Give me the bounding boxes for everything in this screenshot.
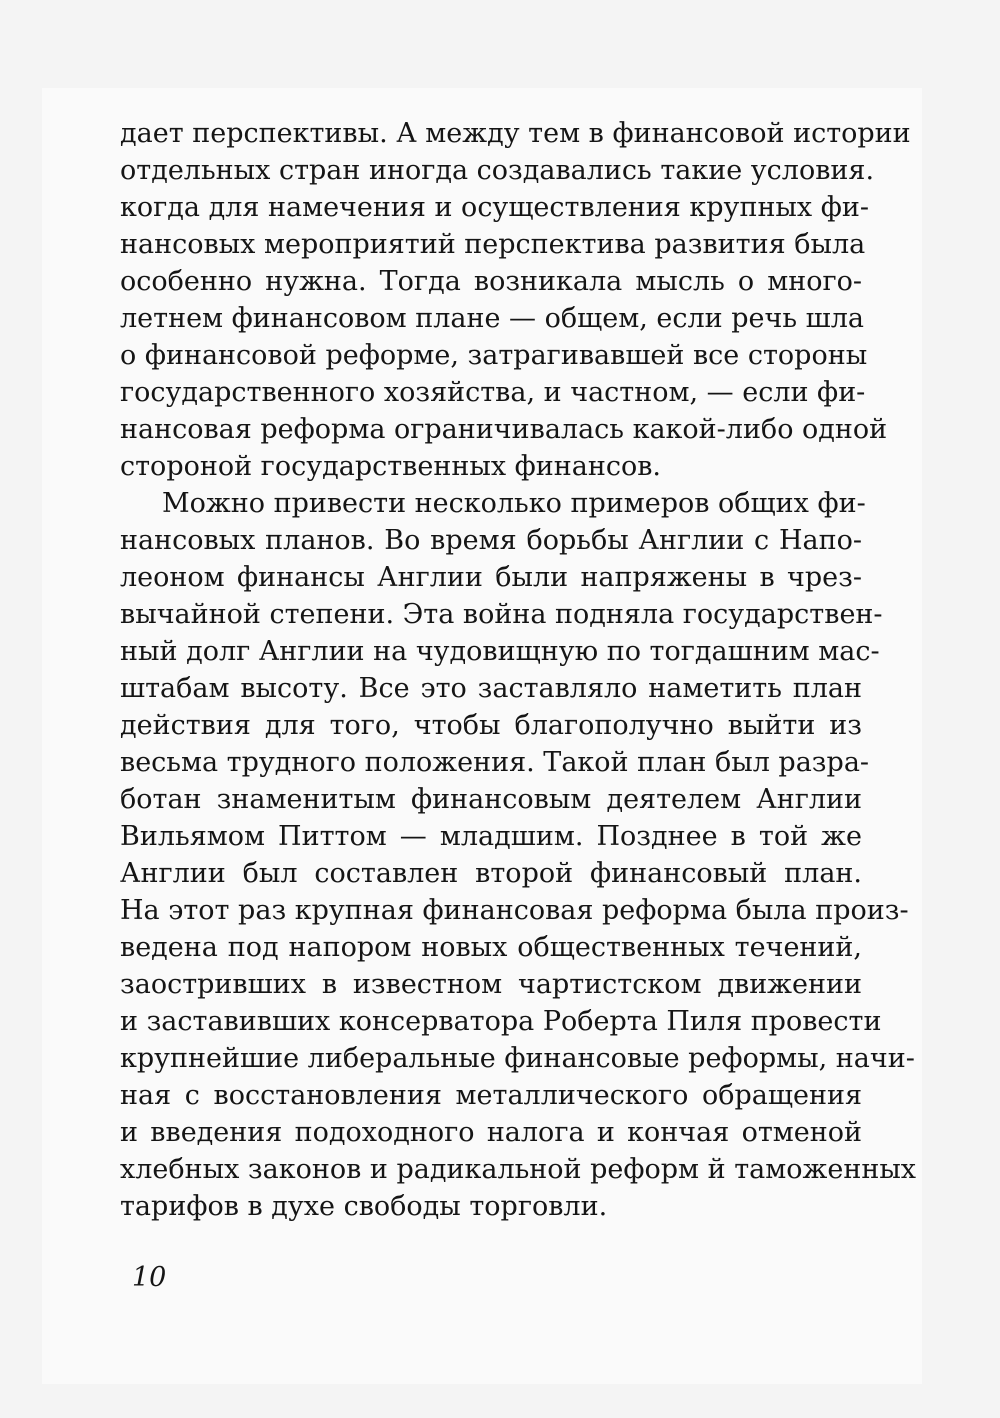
text-line: стороной государственных финансов. bbox=[120, 451, 662, 482]
text-line: нансовых планов. Во время борьбы Англии с Напо- bbox=[120, 525, 862, 556]
text-line: о финансовой реформе, затрагивавшей все стороны bbox=[120, 340, 868, 371]
text-line: штабам высоту. Все это заставляло наметить план bbox=[120, 673, 862, 704]
text-line: леоном финансы Англии были напряжены в чрез- bbox=[120, 562, 862, 593]
text-line: ная с восстановления металлического обращения bbox=[120, 1080, 862, 1111]
text-line: На этот раз крупная финансовая реформа была произ- bbox=[120, 895, 909, 926]
page-number: 10 bbox=[132, 1262, 167, 1293]
text-line: ный долг Англии на чудовищную по тогдашним мас- bbox=[120, 636, 880, 667]
text-line: и заставивших консерватора Роберта Пиля провести bbox=[120, 1006, 882, 1037]
text-line: государственного хозяйства, и частном, — если фи- bbox=[120, 377, 866, 408]
text-line: Можно привести несколько примеров общих фи- bbox=[162, 488, 866, 519]
text-line: ведена под напором новых общественных течений, bbox=[120, 932, 862, 963]
paragraph bbox=[120, 485, 917, 1225]
text-line: ботан знаменитым финансовым деятелем Англии bbox=[120, 784, 862, 815]
text-line: дает перспективы. А между тем в финансовой истории bbox=[120, 118, 911, 149]
text-line: тарифов в духе свободы торговли. bbox=[120, 1191, 608, 1222]
text-line: весьма трудного положения. Такой план был разра- bbox=[120, 747, 870, 778]
text-line: нансовая реформа ограничивалась какой-либо одной bbox=[120, 414, 888, 445]
text-line: нансовых мероприятий перспектива развития была bbox=[120, 229, 866, 260]
text-line: отдельных стран иногда создавались такие условия. bbox=[120, 155, 875, 186]
text-line: Вильямом Питтом — младшим. Позднее в той же bbox=[120, 821, 862, 852]
text-line: заостривших в известном чартистском движении bbox=[120, 969, 862, 1000]
paragraph bbox=[120, 115, 911, 485]
text-line: особенно нужна. Тогда возникала мысль о много- bbox=[120, 266, 862, 297]
page-text bbox=[120, 115, 917, 1225]
text-line: крупнейшие либеральные финансовые реформы, начи- bbox=[120, 1043, 915, 1074]
text-line: хлебных законов и радикальной реформ й таможенных bbox=[120, 1154, 917, 1185]
text-line: когда для намечения и осуществления крупных фи- bbox=[120, 192, 869, 223]
text-line: вычайной степени. Эта война подняла государствен- bbox=[120, 599, 883, 630]
text-line: и введения подоходного налога и кончая отменой bbox=[120, 1117, 862, 1148]
text-line: действия для того, чтобы благополучно выйти из bbox=[120, 710, 862, 741]
text-line: летнем финансовом плане — общем, если речь шла bbox=[120, 303, 864, 334]
text-line: Англии был составлен второй финансовый план. bbox=[120, 858, 862, 889]
